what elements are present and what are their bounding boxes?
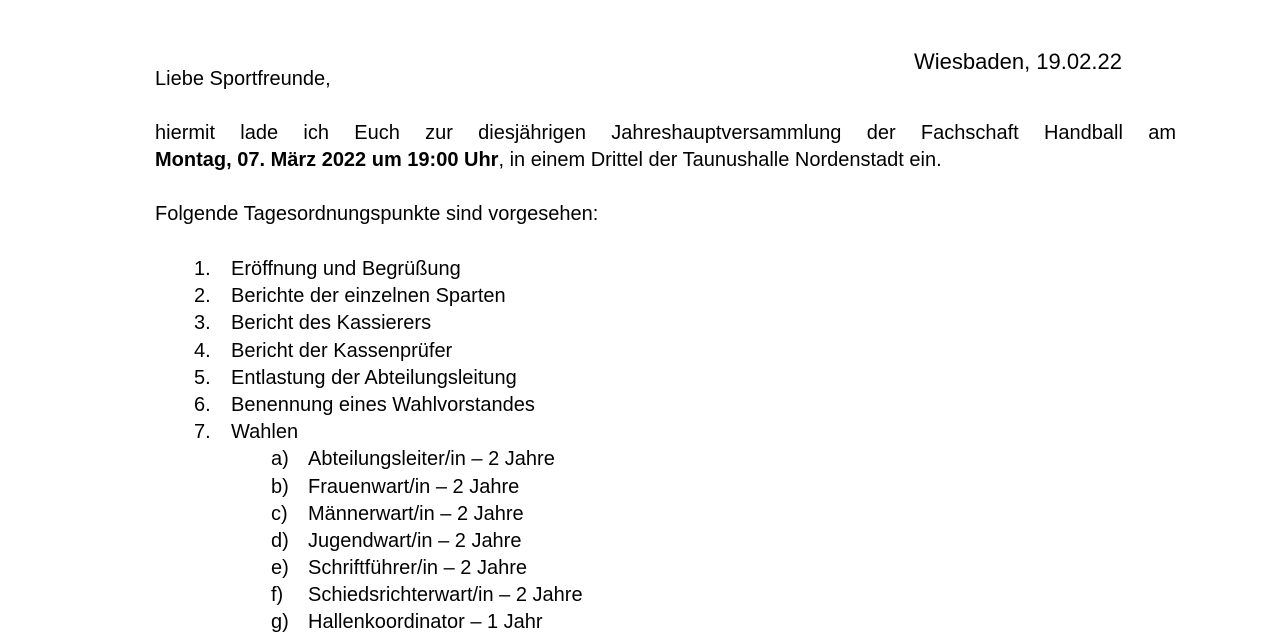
agenda-item [0,338,1280,365]
agenda-number: 1. [194,258,211,280]
agenda-number: 6. [194,393,211,416]
election-item [0,555,1280,582]
election-text: Abteilungsleiter/in – 2 Jahre [308,448,555,471]
place-date: Wiesbaden, 19.02.22 [914,49,1122,74]
election-letter: e) [271,557,289,580]
election-text: Männerwart/in – 2 Jahre [308,502,524,525]
agenda-intro: Folgende Tagesordnungspunkte sind vorgesehen: [155,203,599,225]
agenda-item [0,310,1280,337]
agenda-text: Bericht des Kassierers [231,312,432,335]
election-text: Schriftführer/in – 2 Jahre [308,557,527,580]
agenda-list [0,256,1280,637]
agenda-item [0,365,1280,392]
agenda-text: Eröffnung und Begrüßung [231,258,461,280]
invitation-date-line [155,147,1176,174]
election-letter: f) [271,584,284,607]
invitation-text: hiermit lade ich Euch zur diesjährigen Jahreshauptversammlung der Fachschaft Handball am [155,122,1176,144]
election-letter: g) [271,611,289,634]
agenda-item [0,256,1280,283]
agenda-item [0,392,1280,419]
election-letter: b) [271,475,289,498]
agenda-text: Benennung eines Wahlvorstandes [231,393,535,416]
agenda-text: Entlastung der Abteilungsleitung [231,366,517,389]
election-letter: a) [271,448,289,471]
meeting-location: , in einem Drittel der Taunushalle Nordenstadt ein. [498,149,942,171]
election-text: Hallenkoordinator – 1 Jahr [308,611,543,634]
election-letter: c) [271,502,288,525]
election-item [0,609,1280,636]
agenda-number: 3. [194,312,211,335]
agenda-text: Berichte der einzelnen Sparten [231,285,506,308]
agenda-number: 7. [194,421,211,444]
agenda-number: 4. [194,339,211,362]
agenda-number: 2. [194,285,211,308]
agenda-number: 5. [194,366,211,389]
election-item [0,474,1280,501]
greeting: Liebe Sportfreunde, [155,68,331,90]
agenda-text: Wahlen [231,421,299,444]
invitation-paragraph [155,120,1176,174]
agenda-item [0,419,1280,446]
election-text: Jugendwart/in – 2 Jahre [308,529,522,552]
election-item [0,582,1280,609]
election-letter: d) [271,529,289,552]
meeting-date-time: Montag, 07. März 2022 um 19:00 Uhr [155,149,499,171]
election-item [0,528,1280,555]
agenda-item [0,283,1280,310]
election-text: Schiedsrichterwart/in – 2 Jahre [308,584,583,607]
election-item [0,446,1280,473]
agenda-text: Bericht der Kassenprüfer [231,339,453,362]
election-item [0,501,1280,528]
election-text: Frauenwart/in – 2 Jahre [308,475,520,498]
